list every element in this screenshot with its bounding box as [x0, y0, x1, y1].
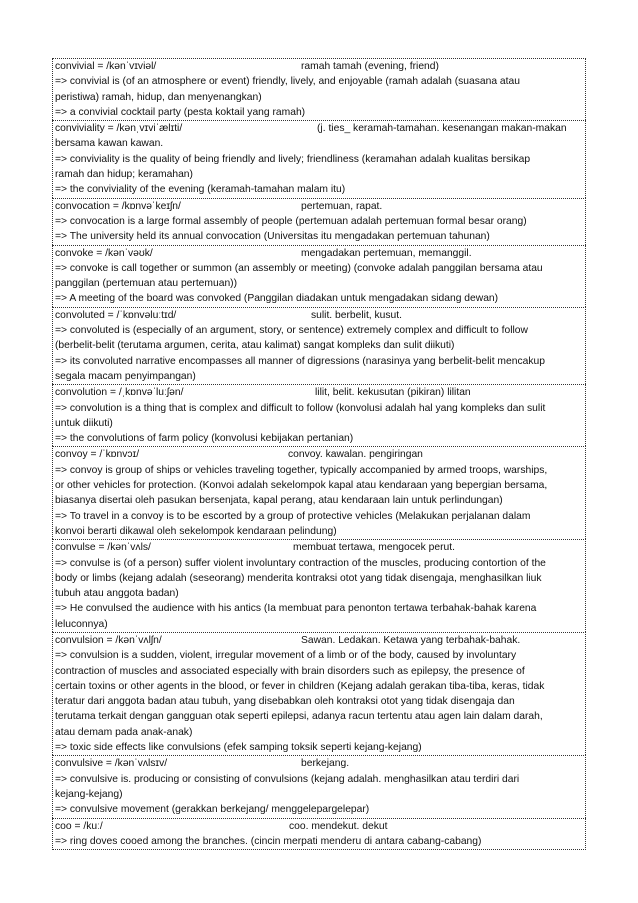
entry-text-line: => convivial is (of an atmosphere or event) friendly, lively, and enjoyable (ramah adalah (suasana atau: [55, 76, 520, 88]
entry-headword-row: [55, 385, 583, 400]
dictionary-entry: [52, 198, 586, 245]
entry-text-line: untuk diikuti): [55, 417, 113, 429]
entry-translation: berkejang.: [301, 758, 350, 770]
entry-headword-row: [55, 308, 583, 323]
entry-headword-row: [55, 447, 583, 462]
entry-text-line: => convolution is a thing that is complex and difficult to follow (konvolusi adalah hal yang kompleks dan sulit: [55, 402, 546, 414]
entry-term: coo = /kuː/: [55, 820, 103, 832]
entry-text-line: (berbelit-belit (terutama argumen, cerita, atau kalimat) sangat kompleks dan sulit diikuti): [55, 340, 455, 352]
entry-term: convoy = /ˈkɒnvɔɪ/: [55, 449, 140, 461]
entry-headword-row: [55, 756, 583, 771]
entry-translation: ramah tamah (evening, friend): [301, 61, 439, 72]
entry-term: convocation = /kɒnvəˈkeɪʃn/: [55, 200, 181, 212]
entry-text-line: => He convulsed the audience with his antics (Ia membuat para penonton tertawa terbahak-bahak karena: [55, 603, 537, 615]
entry-text-line: => toxic side effects like convulsions (efek samping toksik seperti kejang-kejang): [55, 742, 422, 754]
entry-headword-row: [55, 246, 583, 261]
entry-translation: (j. ties_ keramah-tamahan. kesenangan makan-makan: [317, 123, 567, 135]
dictionary-entry: [52, 384, 586, 446]
entry-term: convulsive = /kənˈvʌlsɪv/: [55, 758, 168, 770]
entry-text-line: => the conviviality of the evening (keramah-tamahan malam itu): [55, 184, 346, 196]
entry-headword-row: [55, 819, 583, 834]
entry-translation: membuat tertawa, mengocek perut.: [293, 542, 455, 554]
dictionary-entry: [52, 755, 586, 817]
entry-text-line: => convocation is a large formal assembly of people (pertemuan adalah pertemuan formal besar orang): [55, 215, 527, 227]
entry-headword-row: [55, 199, 583, 214]
entry-text-line: => convoke is call together or summon (an assembly or meeting) (convoke adalah panggilan bersama atau: [55, 262, 543, 274]
entry-term: convolution = /ˌkɒnvəˈluːʃən/: [55, 387, 184, 399]
entry-text-line: => convulsive is. producing or consisting of convulsions (kejang adalah. menghasilkan atau terdiri dari: [55, 773, 520, 785]
entry-translation: lilit, belit. kekusutan (pikiran) lilitan: [315, 387, 471, 399]
dictionary-entry: [52, 307, 586, 384]
dictionary-entry: [52, 245, 586, 307]
entry-text-line: panggilan (pertemuan atau pertemuan)): [55, 278, 238, 290]
entry-text-line: body or limbs (kejang adalah (seseorang) menderita kontraksi otot yang tidak disengaja, menghasilkan liuk: [55, 572, 542, 584]
entry-text-line: konvoi berarti dikawal oleh sekelompok kendaraan pelindung): [55, 525, 337, 537]
entry-text-line: => convulsion is a sudden, violent, irregular movement of a limb or of the body, caused by involuntary: [55, 650, 517, 662]
entry-text-line: tubuh atau anggota badan): [55, 588, 179, 600]
entry-term: convivial = /kənˈvɪviəl/: [55, 61, 157, 72]
entry-headword-row: [55, 121, 583, 136]
entry-translation: sulit. berbelit, kusut.: [311, 309, 402, 321]
entry-text-line: ramah dan hidup; keramahan): [55, 169, 193, 181]
entry-term: convoke = /kənˈvəʊk/: [55, 247, 153, 259]
entry-text-line: => conviviality is the quality of being friendly and lively; friendliness (keramahan adalah kualitas bersikap: [55, 153, 531, 165]
entry-text-line: => A meeting of the board was convoked (Panggilan diadakan untuk mengadakan sidang dewan): [55, 293, 499, 305]
entry-text-line: => convulse is (of a person) suffer violent involuntary contraction of the muscles, producing contortion of the: [55, 557, 546, 569]
entry-translation: mengadakan pertemuan, memanggil.: [301, 247, 472, 259]
entry-text-line: => the convolutions of farm policy (konvolusi kebijakan pertanian): [55, 433, 354, 445]
entry-translation: convoy. kawalan. pengiringan: [288, 449, 423, 461]
dictionary-list: [52, 58, 586, 850]
entry-text-line: or other vehicles for protection. (Konvoi adalah sekelompok kapal atau kendaraan yang bepergian bersama,: [55, 480, 548, 492]
entry-term: convulsion = /kənˈvʌlʃn/: [55, 634, 162, 646]
dictionary-entry: [52, 58, 586, 120]
entry-text-line: peristiwa) ramah, hidup, dan menyenangkan): [55, 91, 262, 103]
entry-text-line: => ring doves cooed among the branches. (cincin merpati menderu di antara cabang-cabang): [55, 835, 482, 847]
entry-text-line: => convoy is group of ships or vehicles traveling together, typically accompanied by armed troops, warships,: [55, 464, 548, 476]
entry-term: convoluted = /ˈkɒnvəluːtɪd/: [55, 309, 177, 321]
dictionary-entry: [52, 120, 586, 197]
entry-text-line: contraction of muscles and associated especially with brain disorders such as epilepsy, the presence of: [55, 665, 525, 677]
entry-headword-row: [55, 59, 583, 74]
entry-headword-row: [55, 633, 583, 648]
entry-text-line: certain toxins or other agents in the blood, or fever in children (Kejang adalah gerakan tiba-tiba, keras, tidak: [55, 680, 545, 692]
entry-term: conviviality = /kənˌvɪviˈælɪti/: [55, 123, 183, 135]
dictionary-entry: [52, 632, 586, 755]
entry-translation: Sawan. Ledakan. Ketawa yang terbahak-bahak.: [301, 634, 521, 646]
entry-text-line: terutama terkait dengan gangguan otak seperti epilepsi, adanya racun tertentu atau agen lain dalam darah,: [55, 711, 543, 723]
entry-text-line: kejang-kejang): [55, 788, 123, 800]
entry-text-line: => convulsive movement (gerakkan berkejang/ menggelepargelepar): [55, 804, 370, 816]
entry-text-line: biasanya disertai oleh pasukan bersenjata, kapal perang, atau kendaraan lain untuk perlindungan): [55, 495, 503, 507]
entry-text-line: => To travel in a convoy is to be escorted by a group of protective vehicles (Melakukan perjalanan dalam: [55, 510, 531, 522]
entry-headword-row: [55, 540, 583, 555]
entry-text-line: atau demam pada anak-anak): [55, 726, 193, 738]
entry-text-line: => its convoluted narrative encompasses all manner of digressions (narasinya yang berbelit-belit mencakup: [55, 355, 545, 367]
entry-translation: pertemuan, rapat.: [301, 200, 383, 212]
entry-text-line: => convoluted is (especially of an argument, story, or sentence) extremely complex and difficult to follow: [55, 325, 528, 337]
entry-text-line: teratur dari anggota badan atau tubuh, yang disebabkan oleh kontraksi otot yang tidak disengaja dan: [55, 696, 515, 708]
entry-text-line: leluconnya): [55, 618, 108, 630]
dictionary-entry: [52, 539, 586, 632]
dictionary-entry: [52, 818, 586, 851]
entry-translation: coo. mendekut. dekut: [289, 820, 388, 832]
entry-text-line: => a convivial cocktail party (pesta koktail yang ramah): [55, 106, 306, 118]
entry-text-line: => The university held its annual convocation (Universitas itu mengadakan pertemuan tahunan): [55, 231, 490, 243]
entry-text-line: bersama kawan kawan.: [55, 138, 164, 150]
dictionary-entry: [52, 446, 586, 539]
entry-term: convulse = /kənˈvʌls/: [55, 542, 151, 554]
entry-text-line: segala macam penyimpangan): [55, 370, 196, 382]
